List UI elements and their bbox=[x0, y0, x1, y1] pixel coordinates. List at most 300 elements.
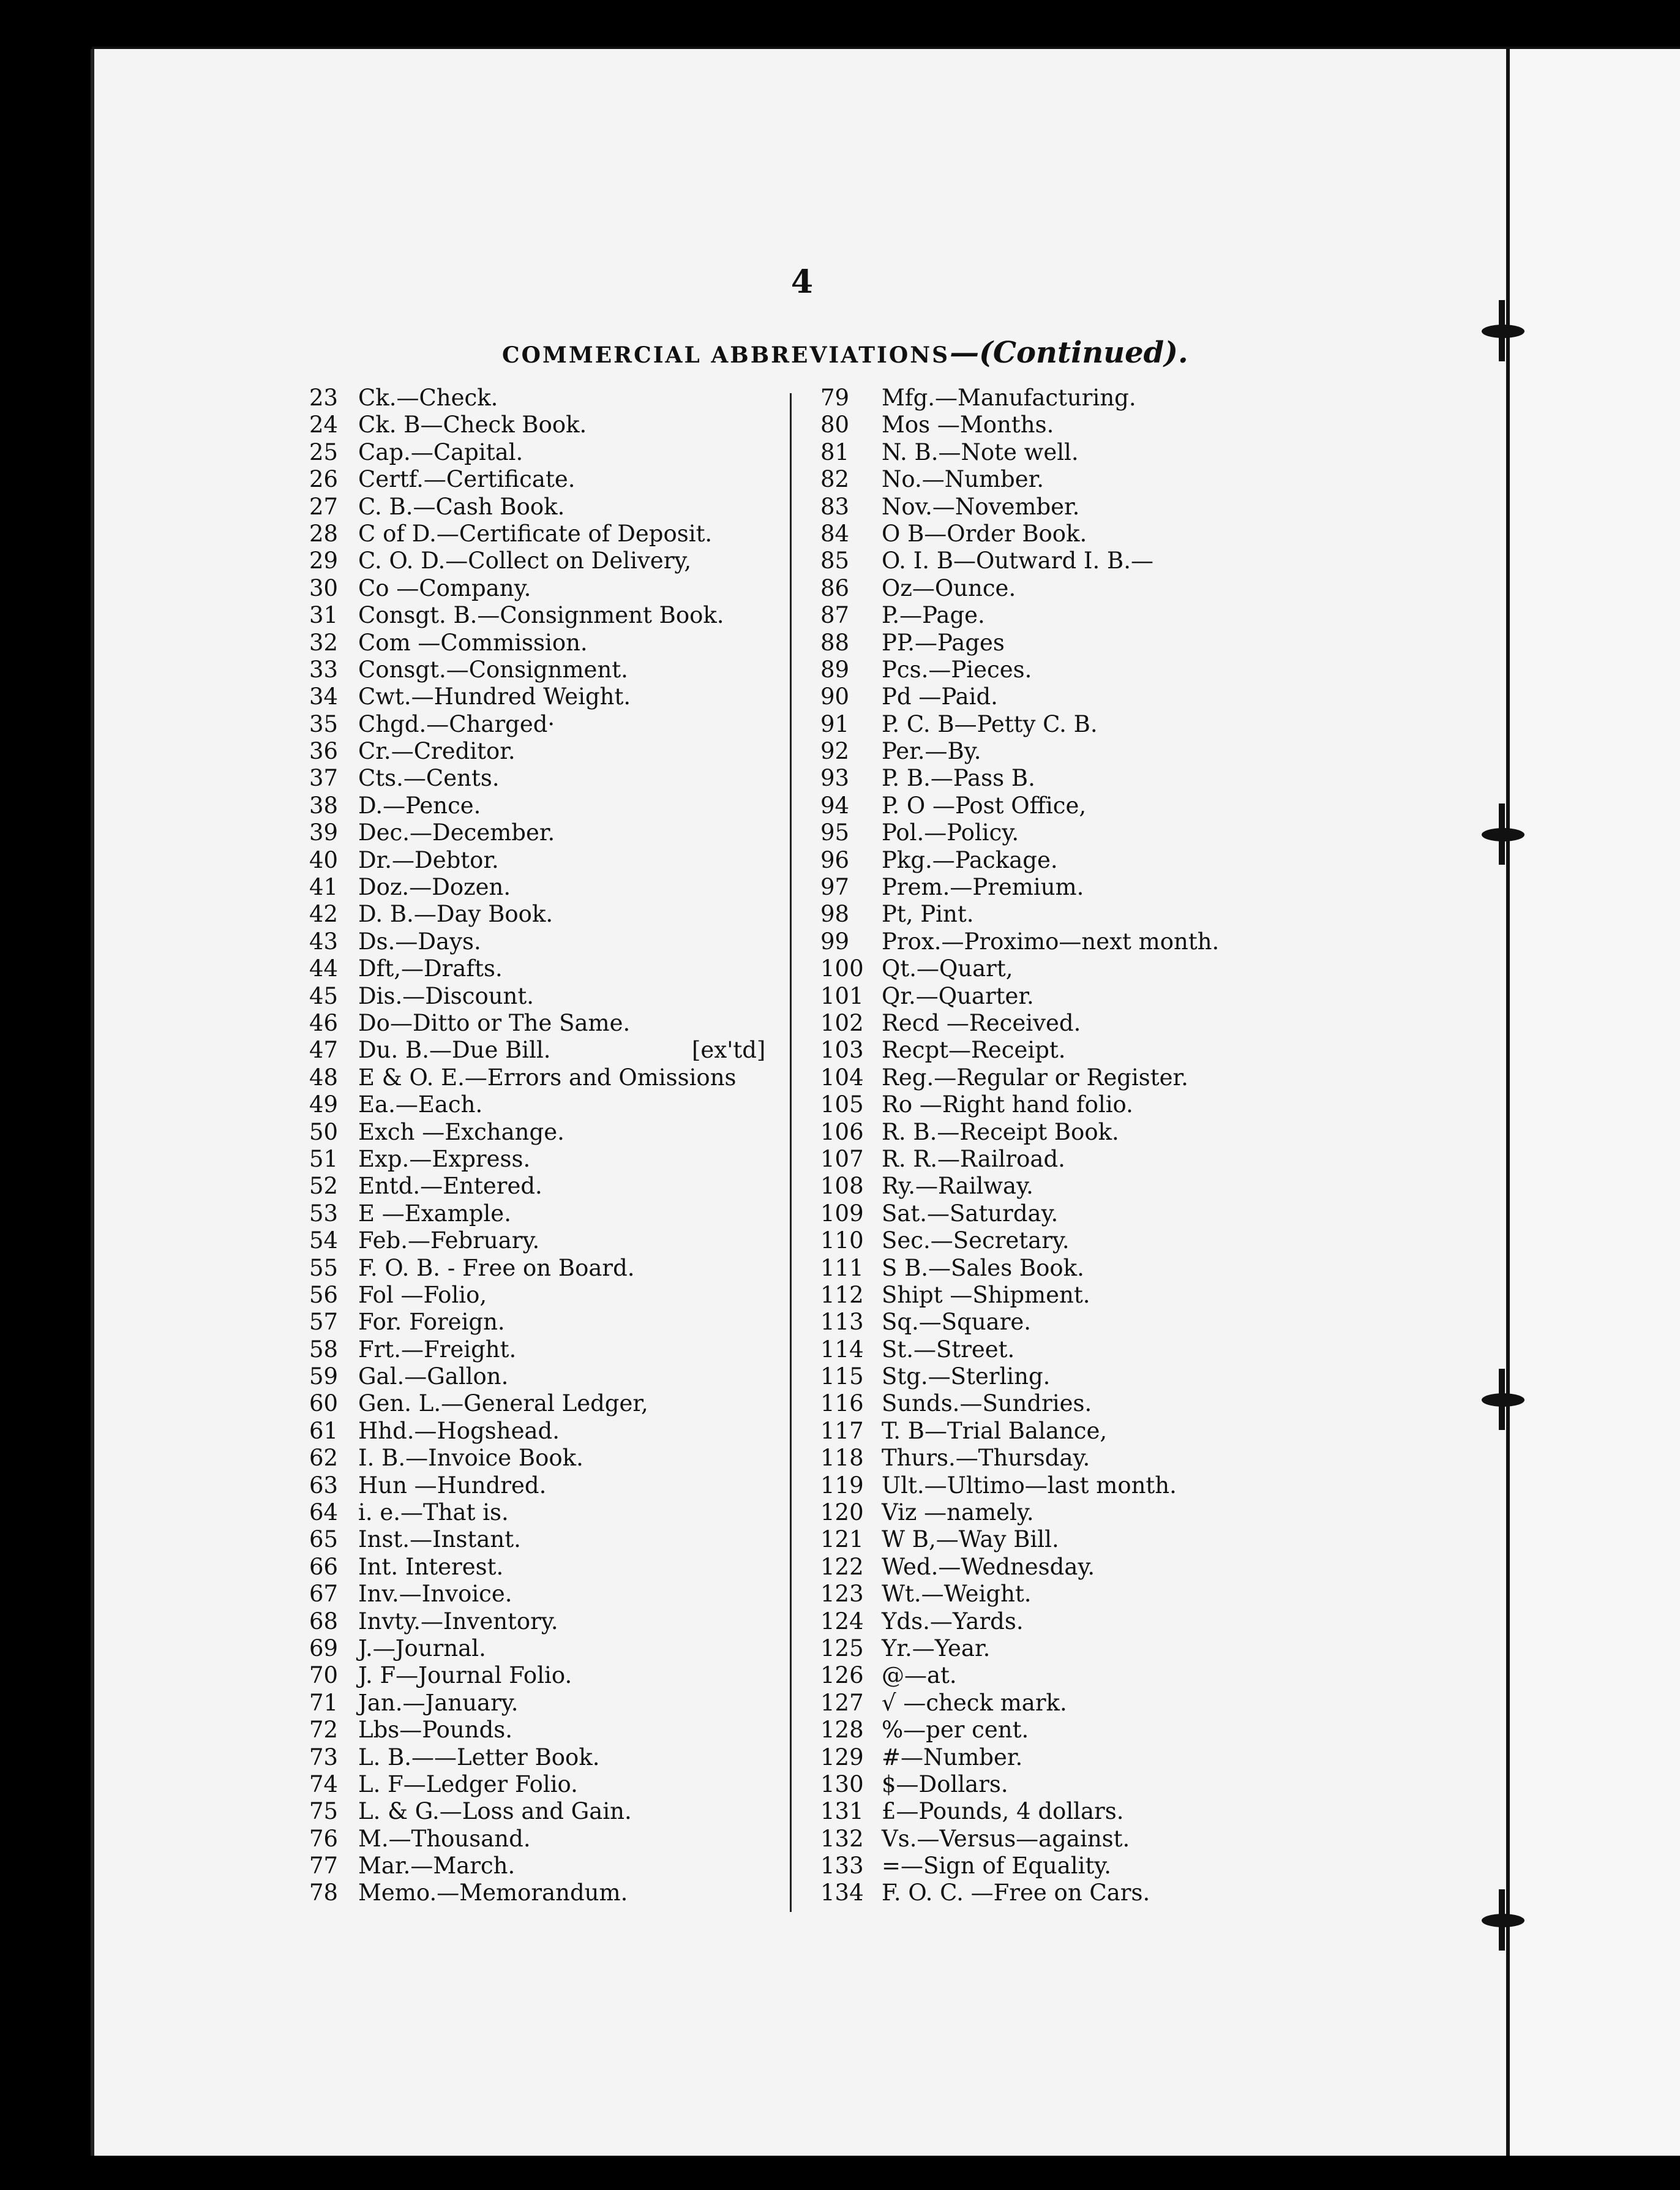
abbreviation-entry bbox=[820, 385, 1494, 412]
entry-number: 36 bbox=[309, 738, 339, 765]
entry-text: Qt.—Quart, bbox=[882, 955, 1013, 982]
abbreviation-entry bbox=[309, 819, 787, 846]
abbreviation-entry bbox=[309, 521, 787, 548]
entry-text: #—Number. bbox=[882, 1744, 1023, 1770]
entry-number: 58 bbox=[309, 1336, 339, 1363]
abbreviation-entry bbox=[309, 1554, 787, 1581]
entry-number: 54 bbox=[309, 1227, 339, 1254]
abbreviation-entry bbox=[820, 928, 1494, 955]
entry-text: Pcs.—Pieces. bbox=[882, 656, 1032, 683]
abbreviation-entry bbox=[309, 1010, 787, 1037]
entry-text: %—per cent. bbox=[882, 1717, 1029, 1744]
entry-text: Qr.—Quarter. bbox=[882, 982, 1034, 1009]
abbreviation-entry bbox=[309, 683, 787, 710]
entry-text: Ult.—Ultimo—last month. bbox=[882, 1472, 1177, 1499]
entry-number: 39 bbox=[309, 819, 339, 846]
entry-text: R. R.—Railroad. bbox=[882, 1145, 1065, 1172]
entry-number: 129 bbox=[820, 1744, 864, 1770]
entry-number: 108 bbox=[820, 1173, 864, 1200]
abbreviation-entry bbox=[309, 792, 787, 819]
entry-number: 64 bbox=[309, 1499, 339, 1526]
abbreviation-entry bbox=[309, 901, 787, 928]
right-column bbox=[820, 385, 1494, 1907]
entry-number: 71 bbox=[309, 1689, 339, 1716]
abbreviation-entry bbox=[820, 765, 1494, 792]
entry-number: 56 bbox=[309, 1281, 339, 1308]
entry-note: [ex'td] bbox=[692, 1037, 766, 1064]
abbreviation-entry bbox=[820, 901, 1494, 928]
entry-number: 74 bbox=[309, 1770, 339, 1797]
entry-text: Hun —Hundred. bbox=[358, 1472, 547, 1499]
entry-number: 35 bbox=[309, 710, 339, 737]
entry-text: Sq.—Square. bbox=[882, 1309, 1032, 1336]
entry-number: 122 bbox=[820, 1553, 864, 1580]
abbreviation-entry bbox=[820, 1635, 1494, 1662]
abbreviation-entry bbox=[309, 575, 787, 602]
abbreviation-entry bbox=[309, 711, 787, 738]
entry-text: Cr.—Creditor. bbox=[358, 738, 516, 765]
abbreviation-entry bbox=[820, 1146, 1494, 1173]
abbreviation-entry bbox=[820, 874, 1494, 901]
entry-number: 24 bbox=[309, 412, 339, 438]
entry-text: Gal.—Gallon. bbox=[358, 1363, 509, 1390]
entry-text: Doz.—Dozen. bbox=[358, 874, 511, 901]
entry-number: 28 bbox=[309, 520, 339, 547]
entry-text: Dis.—Discount. bbox=[358, 982, 534, 1009]
entry-text: Dft,—Drafts. bbox=[358, 955, 503, 982]
entry-number: 134 bbox=[820, 1880, 864, 1906]
entry-number: 76 bbox=[309, 1825, 339, 1852]
entry-text: W B,—Way Bill. bbox=[882, 1526, 1059, 1553]
abbreviation-entry bbox=[309, 494, 787, 521]
entry-text: Jan.—January. bbox=[358, 1689, 519, 1716]
abbreviation-entry bbox=[309, 1418, 787, 1445]
entry-number: 123 bbox=[820, 1581, 864, 1608]
abbreviation-entry bbox=[820, 847, 1494, 874]
entry-text: i. e.—That is. bbox=[358, 1499, 509, 1526]
entry-number: 34 bbox=[309, 683, 339, 710]
entry-text: Pt, Pint. bbox=[882, 901, 974, 928]
abbreviation-entry bbox=[820, 1717, 1494, 1744]
entry-text: Pd —Paid. bbox=[882, 683, 998, 710]
abbreviation-entry bbox=[820, 955, 1494, 982]
entry-number: 63 bbox=[309, 1472, 339, 1499]
entry-text: Hhd.—Hogshead. bbox=[358, 1417, 560, 1444]
entry-text: Gen. L.—General Ledger, bbox=[358, 1390, 648, 1417]
abbreviation-entry bbox=[309, 738, 787, 765]
entry-number: 91 bbox=[820, 710, 850, 737]
entry-text: Sec.—Secretary. bbox=[882, 1227, 1070, 1254]
entry-text: Do—Ditto or The Same. bbox=[358, 1009, 631, 1036]
entry-number: 40 bbox=[309, 846, 339, 873]
entry-text: Mar.—March. bbox=[358, 1853, 516, 1880]
entry-number: 87 bbox=[820, 602, 850, 629]
entry-number: 105 bbox=[820, 1091, 864, 1118]
entry-text: Co —Company. bbox=[358, 574, 531, 601]
entry-text: Ck. B—Check Book. bbox=[358, 412, 587, 438]
abbreviation-entry bbox=[820, 548, 1494, 574]
entry-number: 88 bbox=[820, 629, 850, 656]
entry-text: No.—Number. bbox=[882, 466, 1044, 493]
entry-text: Memo.—Memorandum. bbox=[358, 1880, 628, 1906]
entry-number: 119 bbox=[820, 1472, 864, 1499]
abbreviation-entry bbox=[309, 983, 787, 1010]
entry-text: For. Foreign. bbox=[358, 1309, 505, 1336]
abbreviation-entry bbox=[820, 1336, 1494, 1363]
entry-text: Ds.—Days. bbox=[358, 928, 481, 955]
entry-number: 66 bbox=[309, 1553, 339, 1580]
entry-text: Chgd.—Charged· bbox=[358, 710, 555, 737]
entry-number: 81 bbox=[820, 438, 850, 465]
abbreviation-entry bbox=[309, 847, 787, 874]
entry-text: Consgt. B.—Consignment Book. bbox=[358, 602, 724, 629]
abbreviation-entry bbox=[309, 1282, 787, 1309]
abbreviation-entry bbox=[309, 466, 787, 493]
entry-number: 118 bbox=[820, 1445, 864, 1472]
entry-text: P. C. B—Petty C. B. bbox=[882, 710, 1098, 737]
binding-thread-mark bbox=[1482, 1914, 1524, 1927]
entry-text: $—Dollars. bbox=[882, 1770, 1008, 1797]
column-divider bbox=[790, 393, 792, 1912]
entry-text: L. B.——Letter Book. bbox=[358, 1744, 600, 1770]
entry-text: Per.—By. bbox=[882, 738, 981, 765]
abbreviation-entry bbox=[309, 1499, 787, 1526]
entry-text: Mos —Months. bbox=[882, 412, 1054, 438]
entry-text: Entd.—Entered. bbox=[358, 1173, 542, 1200]
entry-number: 69 bbox=[309, 1635, 339, 1661]
entry-text: Ea.—Each. bbox=[358, 1091, 483, 1118]
entry-number: 78 bbox=[309, 1880, 339, 1906]
entry-number: 109 bbox=[820, 1200, 864, 1227]
entry-text: Viz —namely. bbox=[882, 1499, 1034, 1526]
entry-text: Dec.—December. bbox=[358, 819, 555, 846]
abbreviation-entry bbox=[309, 1336, 787, 1363]
abbreviation-entry bbox=[309, 1526, 787, 1553]
abbreviation-entry bbox=[309, 1690, 787, 1717]
entry-number: 107 bbox=[820, 1145, 864, 1172]
entry-number: 127 bbox=[820, 1689, 864, 1716]
entry-number: 124 bbox=[820, 1608, 864, 1635]
entry-number: 114 bbox=[820, 1336, 864, 1363]
abbreviation-entry bbox=[820, 1554, 1494, 1581]
entry-text: Shipt —Shipment. bbox=[882, 1281, 1090, 1308]
abbreviation-entry bbox=[820, 1309, 1494, 1336]
page-number: 4 bbox=[790, 263, 814, 301]
abbreviation-entry bbox=[820, 1526, 1494, 1553]
abbreviation-entry bbox=[820, 1880, 1494, 1906]
entry-number: 116 bbox=[820, 1390, 864, 1417]
left-column bbox=[309, 385, 787, 1907]
entry-number: 68 bbox=[309, 1608, 339, 1635]
entry-text: O B—Order Book. bbox=[882, 520, 1087, 547]
entry-number: 92 bbox=[820, 738, 850, 765]
abbreviation-entry bbox=[309, 602, 787, 629]
abbreviation-entry bbox=[309, 1880, 787, 1906]
entry-number: 43 bbox=[309, 928, 339, 955]
abbreviation-entry bbox=[309, 1744, 787, 1771]
entry-number: 33 bbox=[309, 656, 339, 683]
entry-number: 85 bbox=[820, 548, 850, 574]
entry-number: 89 bbox=[820, 656, 850, 683]
entry-text: Pkg.—Package. bbox=[882, 846, 1058, 873]
abbreviation-entry bbox=[309, 385, 787, 412]
entry-text: Sunds.—Sundries. bbox=[882, 1390, 1092, 1417]
entry-number: 31 bbox=[309, 602, 339, 629]
abbreviation-entry bbox=[820, 1798, 1494, 1825]
abbreviation-entry bbox=[820, 1418, 1494, 1445]
abbreviation-entry bbox=[820, 683, 1494, 710]
entry-text: Lbs—Pounds. bbox=[358, 1717, 513, 1744]
entry-number: 130 bbox=[820, 1770, 864, 1797]
abbreviation-entry bbox=[820, 983, 1494, 1010]
entry-number: 37 bbox=[309, 765, 339, 792]
abbreviation-entry bbox=[820, 1499, 1494, 1526]
entry-text: L. & G.—Loss and Gain. bbox=[358, 1798, 632, 1825]
abbreviation-entry bbox=[309, 630, 787, 657]
entry-text: Certf.—Certificate. bbox=[358, 466, 576, 493]
abbreviation-entry bbox=[309, 1091, 787, 1118]
entry-number: 44 bbox=[309, 955, 339, 982]
entry-number: 57 bbox=[309, 1309, 339, 1336]
heading-continued: —(Continued). bbox=[950, 336, 1188, 370]
entry-number: 110 bbox=[820, 1227, 864, 1254]
abbreviation-entry bbox=[820, 1119, 1494, 1146]
entry-number: 103 bbox=[820, 1037, 864, 1064]
abbreviation-entry bbox=[820, 1091, 1494, 1118]
entry-number: 98 bbox=[820, 901, 850, 928]
entry-text: Ck.—Check. bbox=[358, 385, 498, 411]
entry-text: R. B.—Receipt Book. bbox=[882, 1118, 1119, 1145]
abbreviation-entry bbox=[309, 657, 787, 683]
abbreviation-entry bbox=[820, 1390, 1494, 1417]
entry-text: L. F—Ledger Folio. bbox=[358, 1770, 578, 1797]
entry-number: 84 bbox=[820, 520, 850, 547]
entry-number: 97 bbox=[820, 874, 850, 901]
entry-number: 125 bbox=[820, 1635, 864, 1661]
entry-text: P.—Page. bbox=[882, 602, 985, 629]
abbreviation-entry bbox=[820, 738, 1494, 765]
entry-text: Ry.—Railway. bbox=[882, 1173, 1033, 1200]
entry-text: Exch —Exchange. bbox=[358, 1118, 564, 1145]
entry-number: 48 bbox=[309, 1064, 339, 1091]
entry-number: 75 bbox=[309, 1798, 339, 1825]
abbreviation-entry bbox=[309, 1826, 787, 1853]
abbreviation-entry bbox=[820, 602, 1494, 629]
entry-text: @—at. bbox=[882, 1662, 957, 1689]
entry-number: 95 bbox=[820, 819, 850, 846]
entry-text: Wed.—Wednesday. bbox=[882, 1553, 1095, 1580]
entry-text: F. O. B. - Free on Board. bbox=[358, 1254, 635, 1281]
abbreviation-entry bbox=[309, 1227, 787, 1254]
entry-number: 99 bbox=[820, 928, 850, 955]
entry-text: C of D.—Certificate of Deposit. bbox=[358, 520, 713, 547]
abbreviation-entry bbox=[309, 1635, 787, 1662]
abbreviation-entry bbox=[820, 1255, 1494, 1282]
abbreviation-entry bbox=[820, 1173, 1494, 1200]
entry-number: 51 bbox=[309, 1145, 339, 1172]
entry-number: 41 bbox=[309, 874, 339, 901]
abbreviation-entry bbox=[309, 1472, 787, 1499]
abbreviation-entry bbox=[820, 1581, 1494, 1608]
abbreviation-entry bbox=[820, 1472, 1494, 1499]
entry-number: 50 bbox=[309, 1118, 339, 1145]
entry-number: 111 bbox=[820, 1254, 864, 1281]
abbreviation-entry bbox=[820, 466, 1494, 493]
entry-text: Cts.—Cents. bbox=[358, 765, 500, 792]
entry-number: 96 bbox=[820, 846, 850, 873]
entry-number: 52 bbox=[309, 1173, 339, 1200]
entry-text: Yds.—Yards. bbox=[882, 1608, 1024, 1635]
entry-text: Thurs.—Thursday. bbox=[882, 1445, 1090, 1472]
abbreviation-entry bbox=[820, 1037, 1494, 1064]
entry-number: 60 bbox=[309, 1390, 339, 1417]
abbreviation-entry bbox=[309, 439, 787, 466]
entry-text: Sat.—Saturday. bbox=[882, 1200, 1059, 1227]
abbreviation-entry bbox=[309, 1853, 787, 1880]
entry-text: C. B.—Cash Book. bbox=[358, 493, 565, 520]
entry-number: 27 bbox=[309, 493, 339, 520]
entry-text: O. I. B—Outward I. B.— bbox=[882, 548, 1153, 574]
entry-text: Com —Commission. bbox=[358, 629, 588, 656]
abbreviation-entry bbox=[309, 1200, 787, 1227]
abbreviation-entry bbox=[820, 711, 1494, 738]
entry-text: Vs.—Versus—against. bbox=[882, 1825, 1130, 1852]
abbreviation-entry bbox=[820, 1445, 1494, 1472]
abbreviation-entry bbox=[820, 1826, 1494, 1853]
abbreviation-entry bbox=[820, 1771, 1494, 1798]
entry-text: Exp.—Express. bbox=[358, 1145, 531, 1172]
entry-text: Fol —Folio, bbox=[358, 1281, 487, 1308]
abbreviation-entry bbox=[309, 874, 787, 901]
entry-text: Feb.—February. bbox=[358, 1227, 540, 1254]
entry-text: Pol.—Policy. bbox=[882, 819, 1019, 846]
entry-number: 133 bbox=[820, 1853, 864, 1880]
entry-number: 32 bbox=[309, 629, 339, 656]
entry-number: 62 bbox=[309, 1445, 339, 1472]
entry-number: 90 bbox=[820, 683, 850, 710]
abbreviation-entry bbox=[309, 1363, 787, 1390]
entry-text: D.—Pence. bbox=[358, 792, 481, 819]
abbreviation-entry bbox=[820, 1282, 1494, 1309]
entry-text: √ —check mark. bbox=[882, 1689, 1067, 1716]
entry-text: Reg.—Regular or Register. bbox=[882, 1064, 1188, 1091]
abbreviation-entry bbox=[309, 1119, 787, 1146]
abbreviation-entry bbox=[309, 412, 787, 438]
entry-text: Prox.—Proximo—next month. bbox=[882, 928, 1220, 955]
abbreviation-entry bbox=[820, 1200, 1494, 1227]
entry-number: 73 bbox=[309, 1744, 339, 1770]
entry-text: =—Sign of Equality. bbox=[882, 1853, 1112, 1880]
entry-text: Wt.—Weight. bbox=[882, 1581, 1032, 1608]
abbreviation-entry bbox=[820, 819, 1494, 846]
entry-text: Cwt.—Hundred Weight. bbox=[358, 683, 631, 710]
entry-text: PP.—Pages bbox=[882, 629, 1005, 656]
abbreviation-entry bbox=[309, 1146, 787, 1173]
heading-title: COMMERCIAL ABBREVIATIONS bbox=[502, 342, 950, 368]
entry-text: F. O. C. —Free on Cars. bbox=[882, 1880, 1150, 1906]
entry-text: Frt.—Freight. bbox=[358, 1336, 517, 1363]
abbreviation-entry bbox=[820, 521, 1494, 548]
entry-text: S B.—Sales Book. bbox=[882, 1254, 1084, 1281]
abbreviation-entry bbox=[309, 1771, 787, 1798]
abbreviation-entry bbox=[820, 1744, 1494, 1771]
entry-number: 30 bbox=[309, 574, 339, 601]
entry-text: Cap.—Capital. bbox=[358, 438, 523, 465]
facing-page-strip bbox=[1510, 49, 1680, 2156]
entry-text: St.—Street. bbox=[882, 1336, 1015, 1363]
entry-number: 132 bbox=[820, 1825, 864, 1852]
entry-number: 83 bbox=[820, 493, 850, 520]
entry-number: 42 bbox=[309, 901, 339, 928]
entry-number: 72 bbox=[309, 1717, 339, 1744]
entry-text: P. O —Post Office, bbox=[882, 792, 1087, 819]
entry-text: Recd —Received. bbox=[882, 1009, 1081, 1036]
entry-number: 59 bbox=[309, 1363, 339, 1390]
binding-thread-mark bbox=[1482, 325, 1524, 338]
entry-text: Int. Interest. bbox=[358, 1553, 504, 1580]
entry-text: E —Example. bbox=[358, 1200, 511, 1227]
entry-text: J. F—Journal Folio. bbox=[358, 1662, 572, 1689]
page-left-edge bbox=[91, 49, 94, 2156]
entry-text: T. B—Trial Balance, bbox=[882, 1417, 1108, 1444]
entry-number: 70 bbox=[309, 1662, 339, 1689]
entry-number: 101 bbox=[820, 982, 864, 1009]
entry-number: 67 bbox=[309, 1581, 339, 1608]
entry-text: £—Pounds, 4 dollars. bbox=[882, 1798, 1124, 1825]
entry-number: 112 bbox=[820, 1281, 864, 1308]
entry-number: 102 bbox=[820, 1009, 864, 1036]
abbreviation-entry bbox=[820, 792, 1494, 819]
abbreviation-entry bbox=[309, 1445, 787, 1472]
abbreviation-entry bbox=[309, 1717, 787, 1744]
entry-text: Inst.—Instant. bbox=[358, 1526, 521, 1553]
abbreviation-entry bbox=[309, 1309, 787, 1336]
abbreviation-entry bbox=[309, 548, 787, 574]
entry-number: 25 bbox=[309, 438, 339, 465]
entry-text: C. O. D.—Collect on Delivery, bbox=[358, 548, 692, 574]
abbreviation-entry bbox=[309, 928, 787, 955]
entry-text: I. B.—Invoice Book. bbox=[358, 1445, 583, 1472]
abbreviation-entry bbox=[820, 412, 1494, 438]
entry-number: 82 bbox=[820, 466, 850, 493]
entry-number: 38 bbox=[309, 792, 339, 819]
entry-text: Recpt—Receipt. bbox=[882, 1037, 1066, 1064]
entry-number: 45 bbox=[309, 982, 339, 1009]
entry-text: N. B.—Note well. bbox=[882, 438, 1079, 465]
entry-number: 128 bbox=[820, 1717, 864, 1744]
abbreviation-entry bbox=[820, 1064, 1494, 1091]
entry-number: 46 bbox=[309, 1009, 339, 1036]
entry-text: D. B.—Day Book. bbox=[358, 901, 553, 928]
abbreviation-entry bbox=[820, 1608, 1494, 1635]
entry-number: 120 bbox=[820, 1499, 864, 1526]
entry-number: 86 bbox=[820, 574, 850, 601]
abbreviation-entry bbox=[309, 1173, 787, 1200]
abbreviation-entry bbox=[820, 1853, 1494, 1880]
abbreviation-entry bbox=[820, 1690, 1494, 1717]
entry-number: 29 bbox=[309, 548, 339, 574]
entry-text: Dr.—Debtor. bbox=[358, 846, 499, 873]
entry-number: 131 bbox=[820, 1798, 864, 1825]
entry-text: Yr.—Year. bbox=[882, 1635, 991, 1661]
entry-number: 115 bbox=[820, 1363, 864, 1390]
abbreviation-entry bbox=[820, 1227, 1494, 1254]
abbreviation-entry bbox=[309, 1255, 787, 1282]
abbreviation-entry bbox=[309, 1390, 787, 1417]
entry-number: 49 bbox=[309, 1091, 339, 1118]
abbreviation-entry bbox=[309, 765, 787, 792]
entry-number: 65 bbox=[309, 1526, 339, 1553]
